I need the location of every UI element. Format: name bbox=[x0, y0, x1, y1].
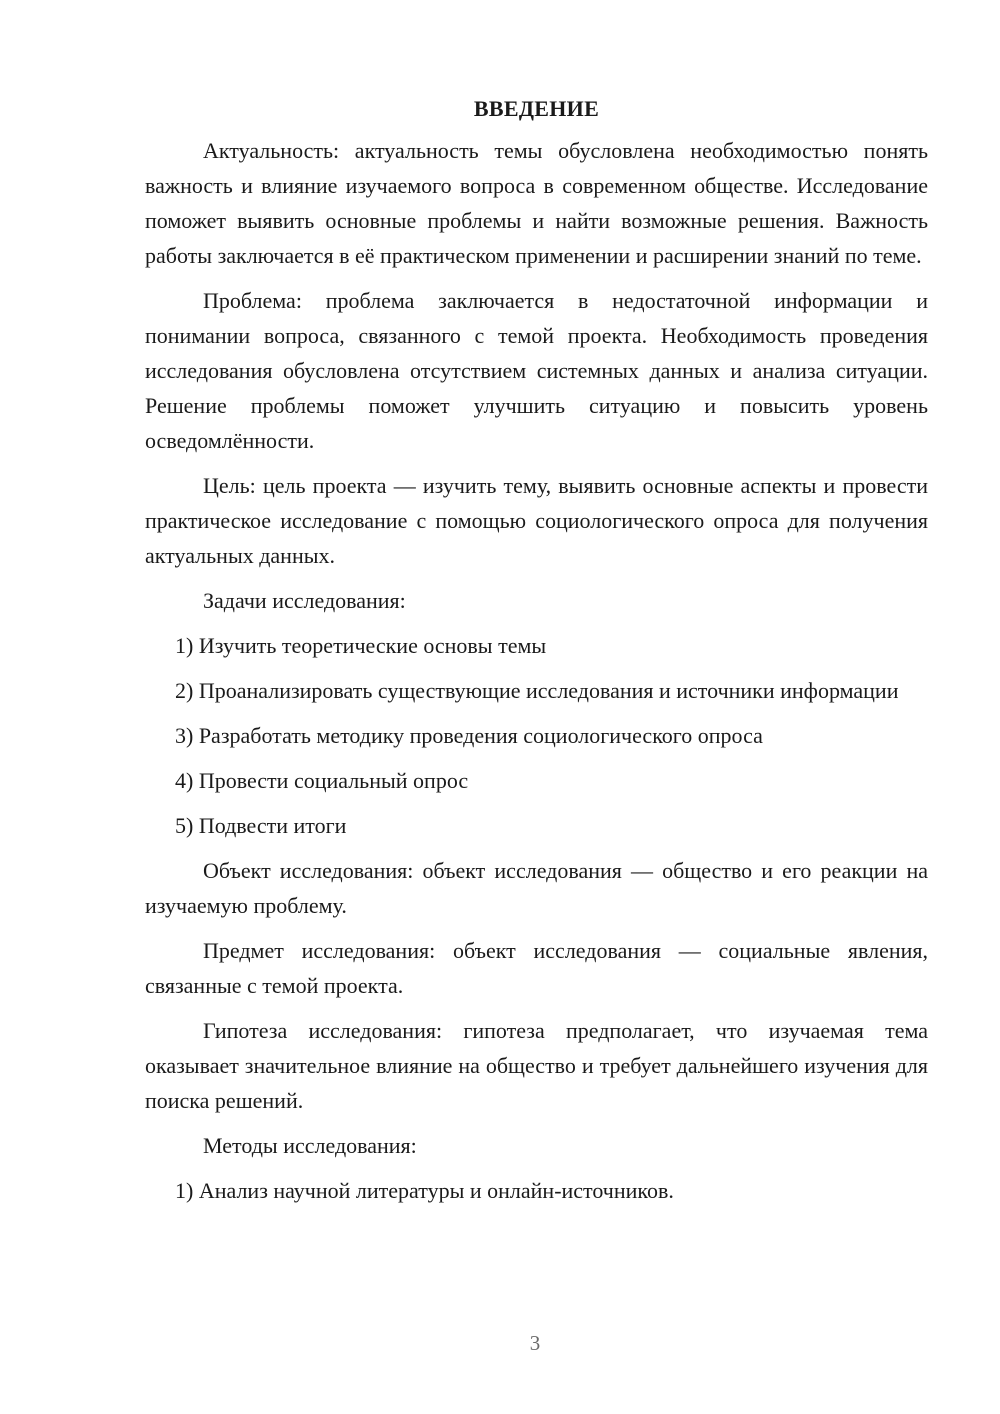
task-item-4: 4) Провести социальный опрос bbox=[175, 768, 469, 793]
task-item-2: 2) Проанализировать существующие исследования и источники информации bbox=[175, 678, 899, 703]
page-title: ВВЕДЕНИЕ bbox=[473, 96, 600, 121]
task-item-5: 5) Подвести итоги bbox=[175, 813, 347, 838]
task-item-3: 3) Разработать методику проведения социологического опроса bbox=[175, 723, 763, 748]
methods-heading: Методы исследования: bbox=[203, 1133, 417, 1158]
page-number: 3 bbox=[529, 1331, 541, 1355]
method-item-1: 1) Анализ научной литературы и онлайн-источников. bbox=[175, 1178, 674, 1203]
tasks-heading: Задачи исследования: bbox=[203, 588, 406, 613]
document-page bbox=[145, 92, 928, 1208]
relevance-paragraph: Актуальность: актуальность темы обусловлена необходимостью понять важность и влияние изучаемого вопроса в современном обществе. Исследование поможет выявить основные проблемы и найти возможные решения. Важность работы заключается в её практическом применении и расширении знаний по теме. bbox=[145, 138, 928, 268]
task-item-1: 1) Изучить теоретические основы темы bbox=[175, 633, 547, 658]
goal-paragraph: Цель: цель проекта — изучить тему, выявить основные аспекты и провести практическое исследование с помощью социологического опроса для получения актуальных данных. bbox=[145, 473, 928, 568]
problem-paragraph: Проблема: проблема заключается в недостаточной информации и понимании вопроса, связанного с темой проекта. Необходимость проведения исследования обусловлена отсутствием системных данных и анализа ситуации. Решение проблемы поможет улучшить ситуацию и повысить уровень осведомлённости. bbox=[145, 288, 928, 453]
object-paragraph: Объект исследования: объект исследования — общество и его реакции на изучаемую проблему. bbox=[145, 858, 928, 918]
subject-paragraph: Предмет исследования: объект исследования — социальные явления, связанные с темой проекта. bbox=[145, 938, 928, 998]
hypothesis-paragraph: Гипотеза исследования: гипотеза предполагает, что изучаемая тема оказывает значительное влияние на общество и требует дальнейшего изучения для поиска решений. bbox=[145, 1018, 928, 1113]
